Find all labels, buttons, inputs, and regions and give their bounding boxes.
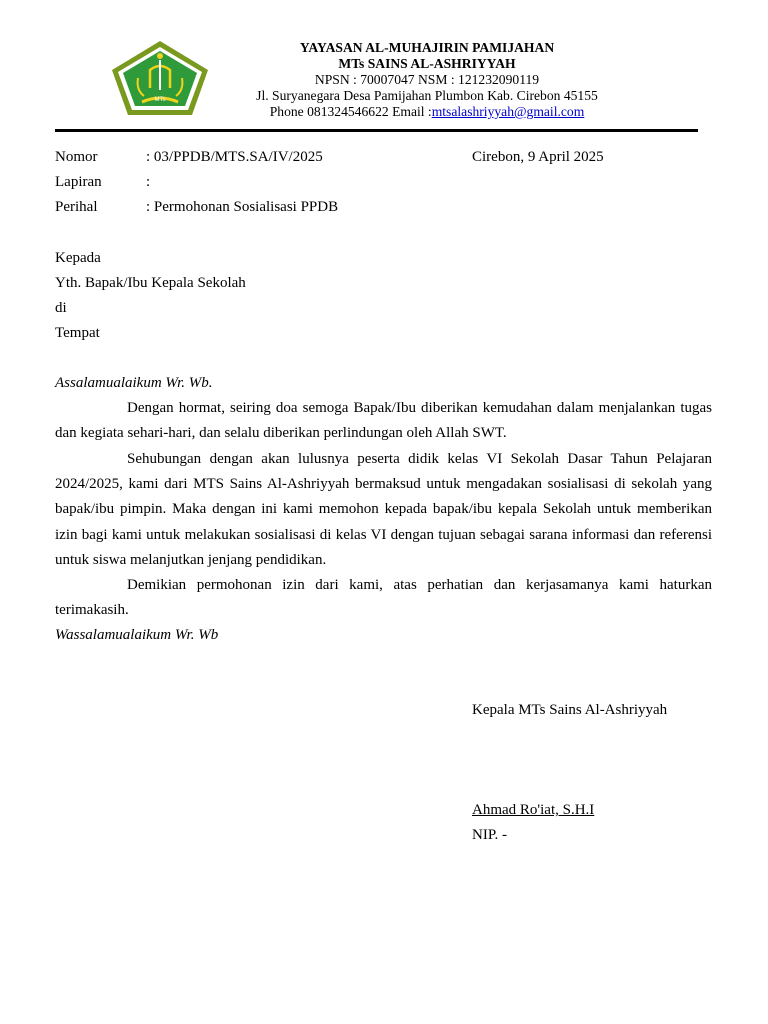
recipient-line2: Yth. Bapak/Ibu Kepala Sekolah — [55, 275, 246, 291]
school-address: Jl. Suryanegara Desa Pamijahan Plumbon Kab. Cirebon 45155 — [256, 88, 598, 103]
signature-nip: NIP. - — [472, 827, 508, 843]
email-link[interactable]: mtsalashriyyah@gmail.com — [431, 104, 585, 119]
logo-text: MTs — [154, 97, 166, 103]
contact-prefix: Phone 081324546622 Email : — [269, 104, 432, 119]
nomor-label: Nomor — [55, 149, 98, 165]
school-name: MTs SAINS AL-ASHRIYYAH — [338, 56, 516, 71]
paragraph-2-text: Sehubungan dengan akan lulusnya peserta didik kelas VI Sekolah Dasar Tahun Pelajaran 2024/2025, kami dari MTS Sains Al-Ashriyyah bermaksud untuk mengadakan sosialisasi di sekolah yang bapak/ibu pimpin. Maka dengan ini kami memohon kepada bapak/ibu kepala Sekolah untuk memberikan izin bagi kami untuk melakukan sosialisasi di kelas VI dengan tujuan sebagai sarana informasi dan referensi untuk siswa melanjutkan jenjang pendidikan. — [55, 451, 712, 568]
letterhead-divider — [55, 129, 698, 132]
foundation-name: YAYASAN AL-MUHAJIRIN PAMIJAHAN — [299, 40, 555, 55]
paragraph-3 — [55, 573, 712, 623]
paragraph-2 — [55, 447, 712, 573]
letterhead — [220, 40, 634, 120]
perihal-value: : Permohonan Sosialisasi PPDB — [146, 199, 339, 215]
school-contact — [220, 104, 634, 120]
perihal-label: Perihal — [55, 199, 98, 215]
recipient-line4: Tempat — [55, 325, 100, 341]
paragraph-3-text: Demikian permohonan izin dari kami, atas perhatian dan kerjasamanya kami haturkan terimakasih. — [55, 577, 712, 619]
signature-title: Kepala MTs Sains Al-Ashriyyah — [472, 702, 668, 718]
closing: Wassalamualaikum Wr. Wb — [55, 627, 219, 643]
paragraph-1 — [55, 396, 712, 446]
signature-name: Ahmad Ro'iat, S.H.I — [472, 802, 595, 818]
nomor-value: : 03/PPDB/MTS.SA/IV/2025 — [146, 149, 323, 165]
greeting: Assalamualaikum Wr. Wb. — [55, 375, 213, 391]
paragraph-1-text: Dengan hormat, seiring doa semoga Bapak/Ibu diberikan kemudahan dalam menjalankan tugas dan kegiata sehari-hari, dan selalu diberikan perlindungan oleh Allah SWT. — [55, 400, 712, 442]
lampiran-value: : — [146, 174, 151, 190]
place-date: Cirebon, 9 April 2025 — [472, 149, 604, 165]
recipient-line1: Kepada — [55, 250, 101, 266]
school-logo — [108, 38, 212, 118]
lampiran-label: Lapiran — [55, 174, 102, 190]
recipient-line3: di — [55, 300, 67, 316]
school-ids: NPSN : 70007047 NSM : 121232090119 — [314, 72, 540, 87]
